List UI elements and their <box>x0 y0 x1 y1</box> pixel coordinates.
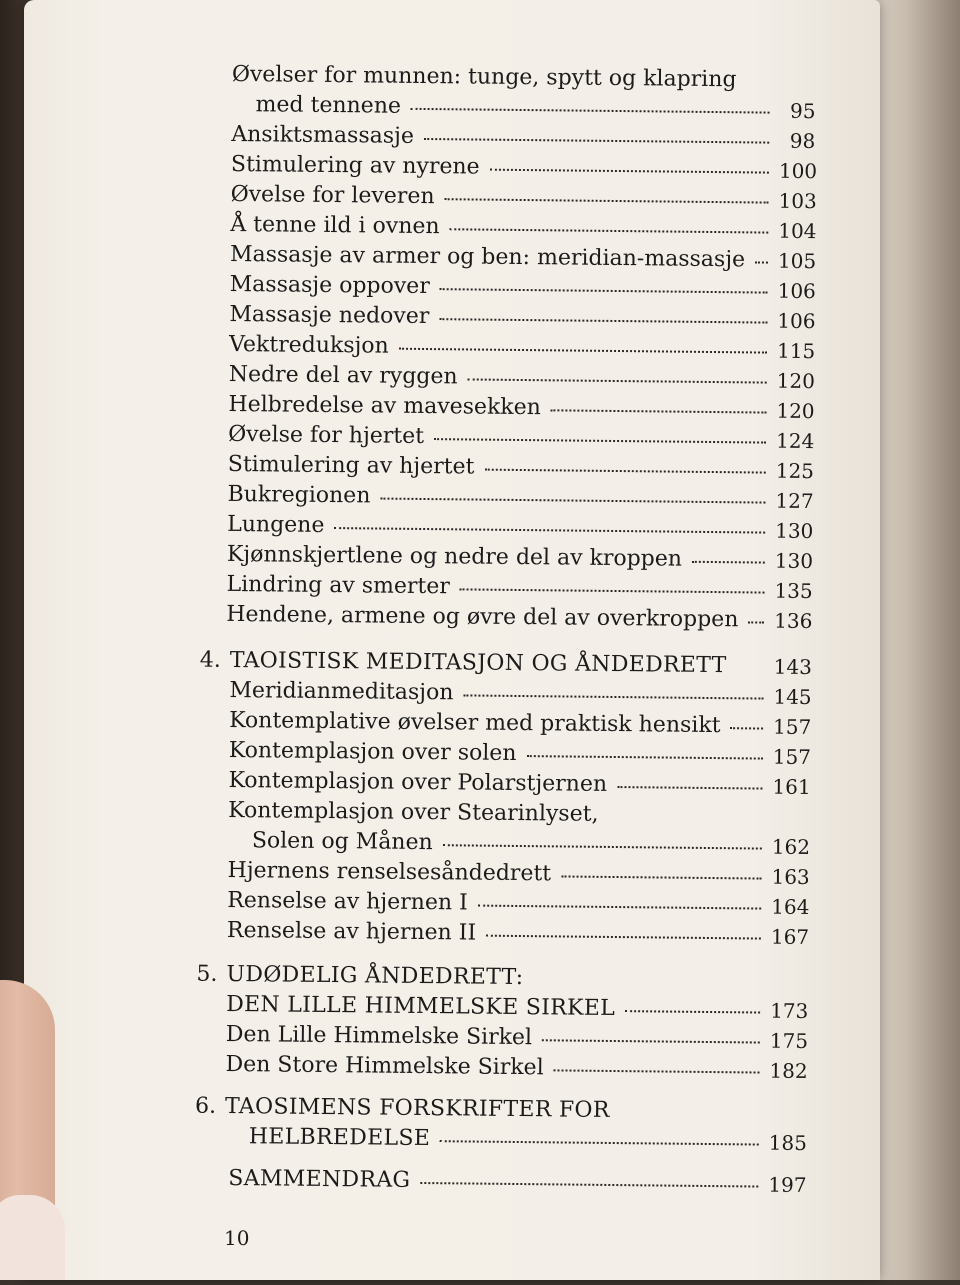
toc-page-number: 167 <box>770 924 810 950</box>
dot-leader <box>468 376 767 383</box>
chapter-title: TAOISTISK MEDITASJON OG ÅNDEDRETT <box>229 647 727 679</box>
toc-entry-text: Hjernens renselsesåndedrett <box>227 857 552 887</box>
table-of-contents <box>17 0 886 1285</box>
toc-entry-text: Kontemplative øvelser med praktisk hensikt <box>229 707 721 739</box>
toc-entry-text: Renselse av hjernen I <box>227 887 468 916</box>
dot-leader <box>490 167 769 174</box>
toc-page-number: 157 <box>772 744 812 770</box>
chapter-number: 4. <box>199 647 221 673</box>
dot-leader <box>551 407 767 413</box>
toc-page-number: 120 <box>776 398 815 424</box>
dot-leader <box>478 903 762 910</box>
thumbnail <box>0 1195 65 1280</box>
dot-leader <box>443 842 762 849</box>
toc-entry <box>197 916 810 954</box>
toc-entry <box>195 1122 808 1160</box>
dot-leader <box>399 346 767 354</box>
toc-page-number: 120 <box>776 368 816 394</box>
toc-page-number: 161 <box>772 774 811 800</box>
toc-page-number: 105 <box>777 248 817 274</box>
dot-leader <box>484 467 765 474</box>
chapter-title: TAOSIMENS FORSKRIFTER FOR <box>224 1093 610 1123</box>
dot-leader <box>463 692 763 699</box>
toc-page-number: 98 <box>789 128 816 154</box>
toc-page-number: 136 <box>774 608 813 634</box>
toc-entry-text: Massasje oppover <box>229 271 430 300</box>
dot-leader <box>380 496 765 504</box>
toc-entry-text: Kontemplasjon over Polarstjernen <box>228 767 608 797</box>
toc-page-number: 197 <box>768 1172 807 1198</box>
toc-entry-text: Massasje av armer og ben: meridian-massasje <box>229 241 746 273</box>
toc-page-number: 182 <box>769 1058 808 1084</box>
dot-leader <box>334 525 765 534</box>
toc-entry-text: Solen og Månen <box>251 828 433 856</box>
dot-leader <box>450 226 769 233</box>
toc-page-number: 164 <box>771 894 810 920</box>
toc-entry-text: Stimulering av nyrene <box>230 151 480 180</box>
toc-entry-text: Meridianmeditasjon <box>229 677 454 706</box>
dot-leader <box>755 259 768 263</box>
book-page <box>24 0 880 1280</box>
toc-entry-text: Stimulering av hjertet <box>227 451 475 480</box>
dot-leader <box>731 725 764 729</box>
toc-page-number: 157 <box>772 714 812 740</box>
spacer <box>737 667 764 669</box>
toc-entry-text: Lindring av smerter <box>226 571 451 600</box>
dot-leader <box>526 753 762 759</box>
toc-page-number: 95 <box>789 98 816 124</box>
toc-page-number: 185 <box>768 1130 808 1156</box>
toc-page-number: 127 <box>775 488 814 514</box>
chapter-number: 5. <box>196 961 218 987</box>
toc-entry-text: SAMMENDRAG <box>228 1165 411 1193</box>
toc-page-number: 173 <box>770 998 809 1024</box>
toc-entry <box>194 1164 807 1202</box>
toc-page-number: 143 <box>773 654 813 680</box>
toc-entry-text: Den Lille Himmelske Sirkel <box>225 1021 533 1051</box>
toc-page-number: 163 <box>771 864 810 890</box>
toc-entry-text: DEN LILLE HIMMELSKE SIRKEL <box>226 991 616 1022</box>
toc-entry-text: Kjønnskjertlene og nedre del av kroppen <box>226 541 683 572</box>
dot-leader <box>617 784 762 790</box>
toc-entry <box>200 600 813 638</box>
toc-entry-text: Øvelser for munnen: tunge, spytt og klapring <box>231 61 737 93</box>
toc-entry-text: Massasje nedover <box>229 301 430 330</box>
dot-leader <box>486 933 761 940</box>
toc-entry-text: Nedre del av ryggen <box>228 361 458 390</box>
toc-entry-text: Øvelse for leveren <box>230 181 435 210</box>
toc-page-number: 103 <box>778 188 817 214</box>
chapter-number: 6. <box>194 1093 217 1119</box>
toc-page-number: 104 <box>778 218 817 244</box>
page-number: 10 <box>224 1226 250 1250</box>
toc-page-number: 135 <box>774 578 813 604</box>
dot-leader <box>411 106 770 114</box>
dot-leader <box>424 136 769 144</box>
toc-entry-text: Bukregionen <box>227 481 371 509</box>
dot-leader <box>440 1138 759 1145</box>
dot-leader <box>440 286 768 293</box>
toc-entry-text: Ansiktsmassasje <box>231 121 415 149</box>
dot-leader <box>434 436 766 443</box>
dot-leader <box>445 196 769 203</box>
toc-page-number: 106 <box>777 278 816 304</box>
toc-entry-text: Renselse av hjernen II <box>226 917 477 946</box>
toc-entry-text: Vektreduksjon <box>228 331 389 359</box>
toc-entry-text: Kontemplasjon over solen <box>228 737 517 766</box>
toc-entry-text: Å tenne ild i ovnen <box>230 211 440 240</box>
toc-page-number: 115 <box>776 338 816 364</box>
dot-leader <box>542 1037 760 1043</box>
toc-entry-text: HELBREDELSE <box>248 1124 431 1152</box>
toc-entry-text: Helbredelse av mavesekken <box>228 391 542 421</box>
toc-entry-text: Øvelse for hjertet <box>228 421 425 449</box>
dot-leader <box>748 619 764 623</box>
toc-page-number: 125 <box>775 458 815 484</box>
toc-page-number: 175 <box>769 1028 809 1054</box>
dot-leader <box>420 1180 758 1188</box>
toc-page-number: 106 <box>777 308 816 334</box>
toc-page-number: 100 <box>778 158 818 184</box>
toc-page-number: 145 <box>773 684 812 710</box>
toc-entry-text: med tennene <box>255 92 402 119</box>
toc-entry <box>195 1050 808 1088</box>
toc-page-number: 130 <box>774 548 814 574</box>
toc-entry-text: Hendene, armene og øvre del av overkroppen <box>226 601 739 633</box>
toc-page-number: 130 <box>775 518 814 544</box>
dot-leader <box>554 1067 760 1073</box>
toc-page-number: 162 <box>771 834 811 860</box>
toc-entry-text: Den Store Himmelske Sirkel <box>225 1051 544 1081</box>
dot-leader <box>561 873 761 879</box>
toc-entry-text: Kontemplasjon over Stearinlyset, <box>228 797 599 827</box>
dot-leader <box>625 1008 760 1013</box>
dot-leader <box>692 559 765 564</box>
dot-leader <box>460 586 765 593</box>
chapter-title: UDØDELIG ÅNDEDRETT: <box>226 961 524 991</box>
toc-entry-text: Lungene <box>227 511 325 538</box>
dot-leader <box>439 316 767 323</box>
toc-page-number: 124 <box>775 428 815 454</box>
